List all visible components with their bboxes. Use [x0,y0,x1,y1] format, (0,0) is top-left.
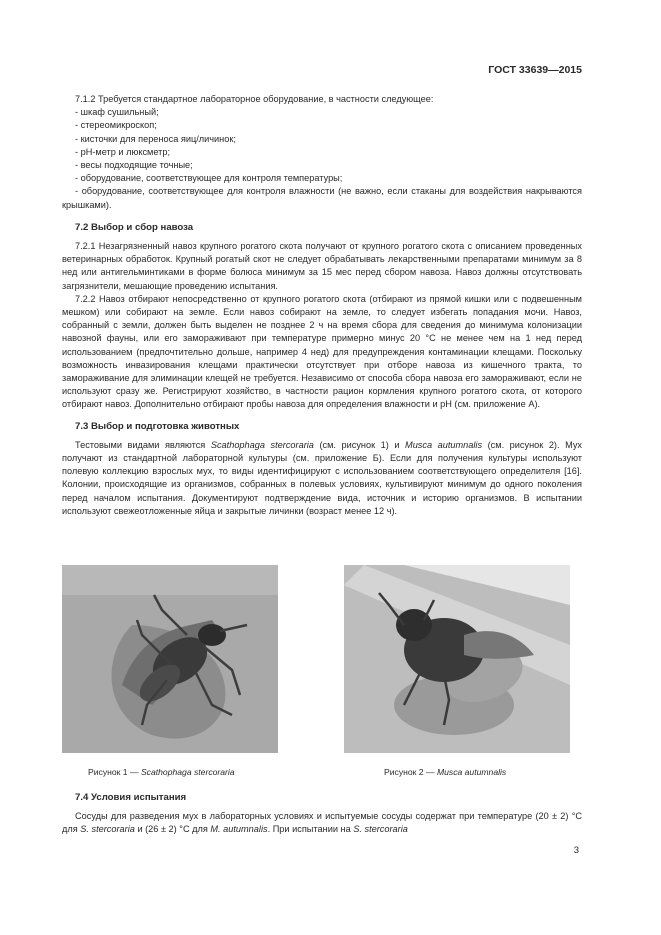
scathophaga-photo-icon [62,565,278,753]
figures-row [60,563,580,783]
paragraph-7-2-1: 7.2.1 Незагрязненный навоз крупного рогатого скота получают от крупного рогатого скота с описанием проведенных ветеринарных обработок. Крупный рогатый скот не следует обрабатывать лекарственными препаратами минимум за 8 нед или антигельминтиками в форме болюса минимум за 15 мес перед сбором навоза. Навоз должны отсутствовать загрязнители, мешающие проведению испытания. [62,241,582,291]
section-7-3-title: 7.3 Выбор и подготовка животных [75,420,240,432]
paragraph-7-4: Сосуды для разведения мух в лабораторных условиях и испытуемые сосуды содержат при температуре (20 ± 2) °С для S. stercoraria и (26 ± 2) °С для M. autumnalis. При испытании на S. stercoraria [62,811,582,835]
figure-1-caption: Рисунок 1 — Scathophaga stercoraria [88,767,235,777]
equipment-intro: 7.1.2 Требуется стандартное лабораторное оборудование, в частности следующее: [75,94,434,104]
equipment-item: - рН-метр и люксметр; [75,146,171,157]
equipment-item: - стереомикроскоп; [75,120,157,131]
equipment-item: - оборудование, соответствующее для контроля температуры; [75,173,343,184]
paragraph-7-3: Тестовыми видами являются Scathophaga stercoraria (см. рисунок 1) и Musca autumnalis (см. рисунок 2). Мух получают из стандартной лабораторной культуры (см. приложение Б). Если для получения культуры используют полевую коллекцию взрослых мух, то виды идентифицируют с использованием соответствующего определителя [16]. Колонии, происходящие из организмов, собранных в полевых условиях, культивируют минимум до одного поколения перед началом испытания. Документируют подтверждение вида, источник и историю организмов. В испытании используют свежеотложенные яйца и закрытые личинки (возраст менее 12 ч). [62,439,583,516]
section-7-1-2 [62,93,582,518]
section-7-4 [62,791,582,837]
page-number: 3 [573,845,579,856]
figure-2-photo [344,565,570,753]
document-id: ГОСТ 33639—2015 [488,64,582,76]
equipment-item: - кисточки для переноса яиц/личинок; [75,133,236,144]
figure-1-photo [62,565,278,753]
equipment-item: - шкаф сушильный; [75,107,159,118]
musca-photo-icon [344,565,570,753]
equipment-item: - весы подходящие точные; [75,160,193,171]
paragraph-7-2-2: 7.2.2 Навоз отбирают непосредственно от крупного рогатого скота (отбирают из прямой кишки или с подвешенным мешком) или собирают на земле. Если навоз собирают на земле, то следует избегать попадания мочи. Навоз, собранный с земли, должен быть выделен не позднее 2 ч на время сбора для сведения до минимума колонизации навозной фауны, или его замораживают при температуре примерно минус 20 °С не менее чем на 1 нед перед использованием (предпочтительно дольше, например 4 нед) для предупреждения контаминации клещами. Поскольку возможность инвазирования клещами практически отсутствует при отборе навоза из кишечного тракта, то замораживание для элиминации клещей не требуется. Независимо от способа сбора навоза его замораживают, если не используют сразу же. Регистрируют хозяйство, в частности рацион кормления крупного рогатого скота, от которого отбирают навоз. Дополнительно отбирают пробы навоза для определения влажности и рН (см. приложение А). [62,293,582,410]
section-7-2-title: 7.2 Выбор и сбор навоза [75,221,194,233]
figure-2-caption: Рисунок 2 — Musca autumnalis [384,767,507,777]
equipment-item: - оборудование, соответствующее для контроля влажности (не важно, если стаканы для воздействия накрываются крышками). [62,186,582,210]
section-7-4-title: 7.4 Условия испытания [75,792,187,803]
